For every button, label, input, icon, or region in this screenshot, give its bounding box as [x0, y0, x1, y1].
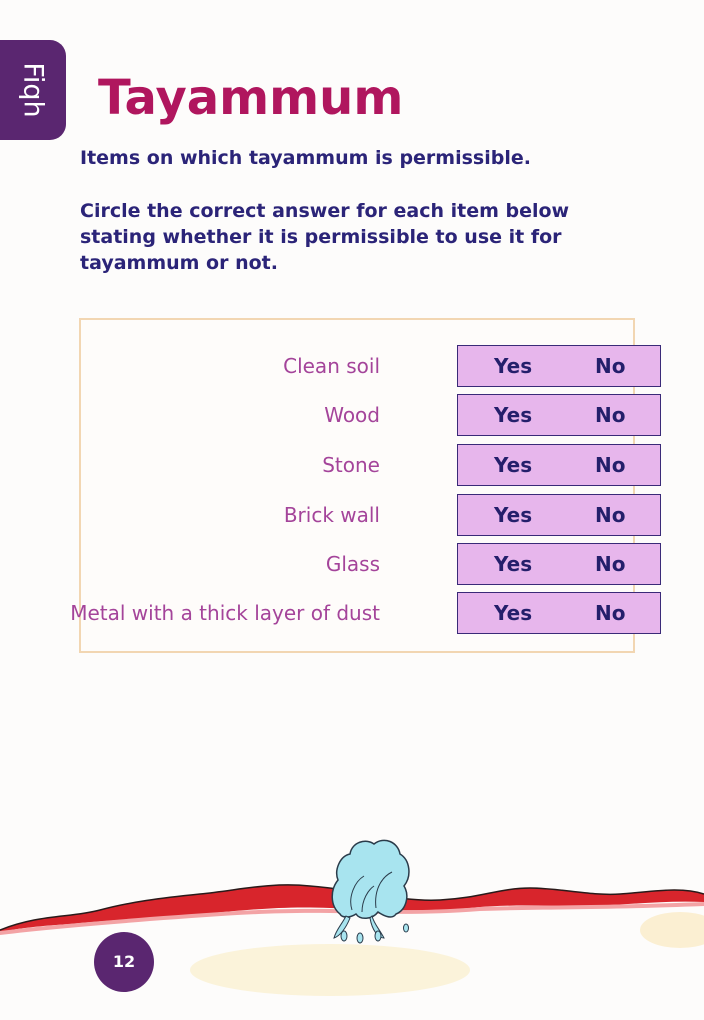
answer-options [457, 394, 661, 436]
yes-option[interactable]: Yes [494, 354, 533, 378]
instructions: Circle the correct answer for each item below stating whether it is permissible to use it for tayammum or not. [80, 200, 570, 274]
question-item-label: Glass [325, 552, 380, 576]
no-option[interactable]: No [595, 354, 626, 378]
question-row [0, 543, 626, 585]
question-item-label: Metal with a thick layer of dust [70, 601, 380, 625]
page-subtitle: Items on which tayammum is permissible. [80, 147, 531, 169]
answer-options [457, 592, 661, 634]
sand-glow [190, 944, 470, 996]
no-option[interactable]: No [595, 503, 626, 527]
sand-glow [640, 912, 704, 948]
question-item-label: Brick wall [283, 503, 380, 527]
yes-option[interactable]: Yes [494, 552, 533, 576]
page-number-badge [94, 932, 154, 992]
no-option[interactable]: No [595, 453, 626, 477]
yes-option[interactable]: Yes [494, 601, 533, 625]
question-row [0, 494, 626, 536]
question-item-label: Wood [324, 403, 380, 427]
question-row [0, 394, 626, 436]
no-option[interactable]: No [595, 601, 626, 625]
question-row [0, 444, 626, 486]
section-tab-label: Fiqh [17, 62, 49, 118]
answer-options [457, 494, 661, 536]
page-number: 12 [112, 952, 136, 971]
answer-options [457, 444, 661, 486]
yes-option[interactable]: Yes [494, 403, 533, 427]
page-title: Tayammum [98, 70, 404, 126]
question-row [0, 592, 626, 634]
yes-option[interactable]: Yes [494, 453, 533, 477]
answer-options [457, 345, 661, 387]
question-item-label: Stone [322, 453, 380, 477]
section-tab [0, 40, 66, 140]
answer-options [457, 543, 661, 585]
yes-option[interactable]: Yes [494, 503, 533, 527]
no-option[interactable]: No [595, 552, 626, 576]
question-row [0, 345, 626, 387]
water-spring-icon [332, 840, 409, 943]
no-option[interactable]: No [595, 403, 626, 427]
question-item-label: Clean soil [283, 354, 380, 378]
